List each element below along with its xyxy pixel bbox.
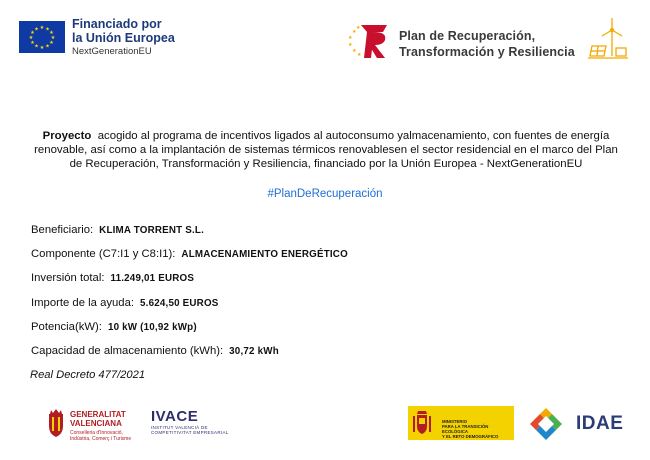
field-ayuda [31,297,219,309]
idae-logo-mark [522,405,570,443]
idae-wordmark: IDAE [576,413,624,434]
wind-solar-icon [588,16,628,62]
ministry-logo-text [442,419,512,439]
gva-emblem-icon [46,408,66,438]
field-value: 11.249,01 EUROS [110,273,195,284]
field-beneficiario [31,224,204,236]
decree-reference: Real Decreto 477/2021 [30,369,146,381]
svg-text:★: ★ [28,35,34,41]
ivace-wordmark: IVACE [151,408,199,425]
svg-text:★: ★ [348,42,353,48]
svg-text:★: ★ [49,30,54,36]
svg-text:★: ★ [49,40,54,46]
field-label: Importe de la ayuda: [31,297,134,309]
project-description [30,129,622,171]
svg-text:★: ★ [348,35,353,41]
plan-line-1: Plan de Recuperación, [399,29,536,43]
project-description-text: acogido al programa de incentivos ligados al autoconsumo yalmacenamiento, con fuentes de energía renovable, así como a la implantación de sistemas térmicos renovablesen el sector residencial en el marco del Plan de Recuperación, Transformación y Resiliencia, financiado por la Unión Europea - NextGenerationEU [34,130,618,170]
field-label: Capacidad de almacenamiento (kWh): [31,345,224,357]
svg-text:★: ★ [352,29,357,35]
spain-coat-of-arms-icon [412,410,432,436]
gva-line-1: GENERALITAT [70,410,126,419]
field-label: Beneficiario: [31,224,94,236]
project-lead: Proyecto [42,130,92,142]
svg-text:★: ★ [30,30,35,36]
field-capacidad [31,345,279,357]
ministry-line-2: PARA LA TRANSICIÓN ECOLÓGICA [442,424,489,434]
field-value: 5.624,50 EUROS [140,298,219,309]
svg-text:★: ★ [45,26,50,33]
field-label: Inversión total: [31,272,105,284]
gva-line-2: VALENCIANA [70,419,122,428]
field-value: KLIMA TORRENT S.L. [99,225,205,236]
plan-line-2: Transformación y Resiliencia [399,45,575,59]
svg-text:★: ★ [50,35,56,41]
hashtag: #PlanDeRecuperación [267,188,383,200]
eu-line-1: Financiado por [72,17,162,31]
eu-logo-text [72,17,192,59]
field-value: 10 kW (10,92 kWp) [107,322,197,333]
svg-text:★: ★ [352,48,357,54]
field-label: Potencia(kW): [31,321,102,333]
ministry-line-3: Y EL RETO DEMOGRÁFICO [442,434,499,439]
field-label: Componente (C7:I1 y C8:I1): [31,248,176,260]
gva-line-3: Conselleria d'Innovació, Indústria, Comerç i Turisme [70,430,132,442]
svg-text:★: ★ [357,52,362,58]
ivace-sub-2: COMPETITIVITAT EMPRESARIAL [151,430,229,435]
field-potencia [31,321,197,333]
ministry-line-1: MINISTERIO [442,419,468,424]
svg-text:★: ★ [30,40,35,46]
svg-text:★: ★ [39,45,45,51]
ivace-sub-1: INSTITUT VALENCIÀ DE [151,425,208,430]
field-componente [31,248,348,260]
gva-logo-text [70,410,140,442]
field-value: ALMACENAMIENTO ENERGÉTICO [181,249,348,260]
svg-text:★: ★ [39,25,45,31]
eu-line-2: la Unión Europea [72,31,175,45]
field-inversion [31,272,194,284]
eu-line-3: NextGenerationEU [72,46,152,57]
svg-text:★: ★ [34,26,39,33]
svg-text:★: ★ [34,43,39,50]
field-value: 30,72 kWh [229,346,279,357]
plan-recuperacion-logo-text [399,28,579,60]
ivace-logo [151,409,229,435]
eu-flag-logo [19,21,65,53]
svg-text:★: ★ [45,43,50,50]
svg-text:★: ★ [356,25,361,31]
plan-recuperacion-logo-mark [347,22,391,60]
